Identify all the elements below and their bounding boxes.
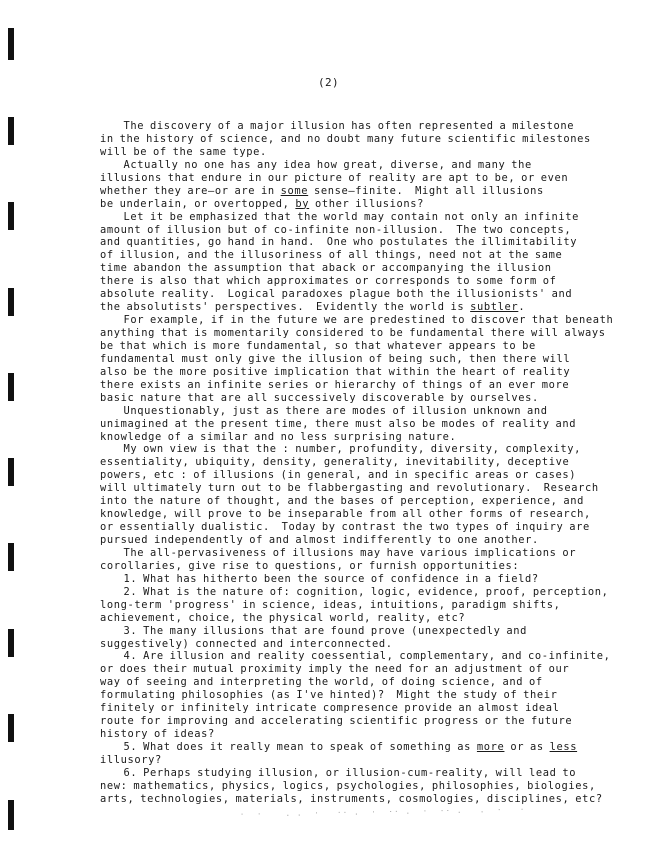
text-line: the absolutists' perspectives. Evidently the world is subtler. — [100, 301, 526, 314]
text-line: be that which is more fundamental, so that whatever appears to be — [100, 339, 536, 352]
text-line: whether they are—or are in some sense—finite. Might all illusions — [100, 184, 544, 197]
text-line: The all-pervasiveness of illusions may have various implications or — [100, 546, 577, 559]
text-line: formulating philosophies (as I've hinted)? Might the study of their — [100, 689, 558, 702]
body-text — [100, 120, 652, 806]
text-line: 4. Are illusion and reality coessential, complementary, and co-infinite, — [100, 650, 611, 663]
binding-mark — [8, 629, 14, 657]
text-line: knowledge of a similar and no less surprising nature. — [100, 430, 457, 443]
text-line: new: mathematics, physics, logics, psychologies, philosophies, biologies, — [100, 779, 596, 792]
text-line: illusory? — [100, 753, 162, 766]
underlined-word: some — [280, 184, 309, 197]
text-line: there is also that which approximates or corresponds to some form of — [100, 275, 557, 288]
text-line: Actually no one has any idea how great, diverse, and many the — [100, 158, 532, 171]
text-line: essentiality, ubiquity, density, generality, inevitability, deceptive — [100, 456, 570, 469]
underlined-word: less — [549, 741, 578, 753]
text-line: there exists an infinite series or hierarchy of things of an ever more — [100, 378, 570, 391]
text-line: 2. What is the nature of: cognition, logic, evidence, proof, perception, — [100, 585, 609, 598]
text-line: be underlain, or overtopped, by other illusions? — [100, 197, 425, 210]
text-line: For example, if in the future we are predestined to discover that beneath — [100, 314, 614, 327]
text-line: pursued independently of and almost indifferently to one another. — [100, 534, 539, 546]
text-line: way of seeing and interpreting the world, of doing science, and of — [100, 676, 543, 689]
binding-mark — [8, 458, 14, 486]
text-line: long-term 'progress' in science, ideas, intuitions, paradigm shifts, — [100, 598, 561, 611]
text-line: absolute reality. Logical paradoxes plague both the illusionists' and — [100, 288, 573, 301]
text-line: time abandon the assumption that aback or accompanying the illusion — [100, 262, 552, 275]
binding-mark — [8, 202, 14, 230]
text-line: suggestively) connected and interconnected. — [100, 637, 393, 650]
binding-mark — [8, 543, 14, 571]
text-line: Unquestionably, just as there are modes of illusion unknown and — [100, 404, 548, 417]
text-line: fundamental must only give the illusion of being such, then there will — [100, 352, 571, 365]
text-line: in the history of science, and no doubt many future scientific milestones — [100, 132, 591, 145]
text-line: finitely or infinitely intricate compresence provide an almost ideal — [100, 702, 560, 715]
binding-mark — [8, 117, 14, 145]
text-line: will be of the same type. — [100, 145, 267, 158]
text-line: knowledge, will prove to be inseparable from all other forms of research, — [100, 508, 591, 521]
text-line: will ultimately turn out to be flabbergasting and revolutionary. Research — [100, 482, 599, 495]
text-line: basic nature that are all successively discoverable by ourselves. — [100, 391, 539, 404]
binding-mark — [8, 28, 14, 60]
text-line: amount of illusion but of co-infinite non-illusion. The two concepts, — [100, 223, 572, 236]
text-line: achievement, choice, the physical world, reality, etc? — [100, 611, 466, 624]
text-line: unimagined at the present time, there must also be modes of reality and — [100, 417, 577, 430]
text-line: of illusion, and the illusoriness of all things, need not at the same — [100, 249, 563, 262]
text-line: illusions that endure in our picture of reality are apt to be, or even — [100, 171, 569, 184]
binding-mark — [8, 373, 14, 401]
underlined-word: more — [476, 741, 505, 753]
text-line: 5. What does it really mean to speak of something as more or as less — [100, 741, 578, 753]
underlined-word: by — [295, 197, 310, 210]
text-line: My own view is that the : number, profundity, diversity, complexity, — [100, 443, 582, 456]
text-line: history of ideas? — [100, 728, 215, 741]
text-line: and quantities, go hand in hand. One who postulates the illimitability — [100, 236, 578, 249]
text-line: 1. What has hitherto been the source of confidence in a field? — [100, 572, 539, 585]
text-line: anything that is momentarily considered to be fundamental there will always — [100, 327, 606, 339]
text-line: 6. Perhaps studying illusion, or illusion-cum-reality, will lead to — [100, 766, 577, 779]
underlined-word: subtler — [470, 301, 519, 314]
text-line: arts, technologies, materials, instruments, cosmologies, disciplines, etc? — [100, 792, 603, 805]
text-line: Let it be emphasized that the world may contain not only an infinite — [100, 210, 580, 223]
page-number: (2) — [317, 76, 340, 89]
text-line: 3. The many illusions that are found prove (unexpectedly and — [100, 624, 528, 637]
binding-mark — [8, 714, 14, 742]
text-line: route for improving and accelerating scientific progress or the future — [100, 715, 573, 728]
text-line: The discovery of a major illusion has often represented a milestone — [100, 120, 575, 132]
text-line: powers, etc : of illusions (in general, and in specific areas or cases) — [100, 469, 577, 482]
text-line: or does their mutual proximity imply the need for an adjustment of our — [100, 663, 570, 676]
binding-mark — [8, 800, 14, 830]
text-line: into the nature of thought, and the bases of perception, experience, and — [100, 495, 585, 508]
text-line: or essentially dualistic. Today by contrast the two types of inquiry are — [100, 521, 590, 534]
text-line: also be the more positive implication that within the heart of reality — [100, 365, 571, 378]
text-line: corollaries, give rise to questions, or furnish opportunities: — [100, 559, 520, 572]
binding-mark — [8, 288, 14, 316]
faded-scan-artifact: · · . . · ·· . · ·· . · ·· . . · · — [239, 805, 526, 819]
